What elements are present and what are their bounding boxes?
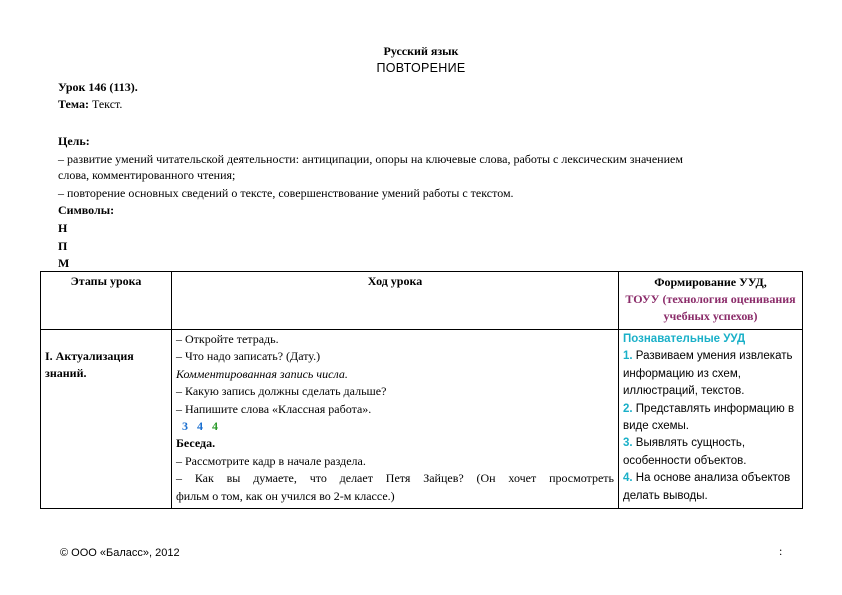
talk-label: Беседа. [176, 436, 216, 451]
table-row [41, 330, 803, 509]
uud-item: 3. Выявлять сущность, [623, 437, 746, 450]
symbol-m: М [58, 256, 70, 270]
header-uud [619, 272, 803, 330]
digit-4b: 4 [212, 419, 218, 434]
course-line: – Что надо записать? (Дату.) [176, 349, 321, 364]
goal-2: – повторение основных сведений о тексте, совершенствование умений работы с текстом. [58, 186, 514, 200]
course-line: фильм о том, как он учился во 2-м классе.) [176, 488, 395, 503]
digit-3: 3 [182, 419, 188, 434]
stage-line2: знаний. [45, 366, 87, 380]
theme-value: Текст. [88, 97, 123, 111]
header-stages: Этапы урока [41, 272, 172, 330]
lesson-table [40, 271, 803, 509]
header-uud-line2: ТОУУ (технология оценивания [625, 292, 796, 306]
table-header-row [41, 272, 803, 330]
goal-1-line1: – развитие умений читательской деятельности: антиципации, опоры на ключевые слова, работы с лексическим значением [58, 152, 683, 166]
uud-item: делать выводы. [623, 489, 708, 502]
page-mark: : [779, 544, 783, 558]
lesson-number: Урок 146 (113). [58, 80, 138, 94]
goal-1-line2: слова, комментированного чтения; [58, 168, 236, 182]
uud-item: виде схемы. [623, 420, 689, 433]
footer-copyright: © ООО «Баласс», 2012 [60, 547, 180, 559]
theme-label: Тема: [58, 97, 89, 111]
header-course: Ход урока [172, 272, 619, 330]
uud-title: Познавательные УУД [623, 333, 746, 345]
symbol-p: П [58, 239, 68, 253]
header-uud-line3: учебных успехов) [663, 309, 758, 323]
course-cell [172, 330, 619, 509]
topic-title: ПОВТОРЕНИЕ [376, 61, 466, 75]
symbol-n: Н [58, 221, 68, 235]
stage-cell [41, 330, 172, 509]
uud-item: информацию из схем, [623, 367, 741, 380]
digit-4a: 4 [197, 419, 203, 434]
uud-item: особенности объектов. [623, 454, 747, 467]
course-line: Комментированная запись числа. [176, 366, 348, 381]
course-line: – Какую запись должны сделать дальше? [176, 384, 387, 399]
lesson-theme [58, 97, 122, 112]
uud-item: 1. Развиваем умения извлекать [623, 350, 793, 363]
stage-line1: I. Актуализация [45, 349, 134, 363]
uud-item: иллюстраций, текстов. [623, 385, 745, 398]
symbols-label: Символы: [58, 203, 115, 217]
uud-item: 2. Представлять информацию в [623, 402, 795, 415]
symbol-digits [176, 418, 614, 435]
header-uud-line1: Формирование УУД, [654, 275, 767, 289]
course-line: – Напишите слова «Классная работа». [176, 401, 372, 416]
course-line: – Как вы думаете, что делает Петя Зайцев? (Он хочет просмотреть [176, 471, 614, 486]
goal-label: Цель: [58, 134, 90, 148]
subject-title: Русский язык [383, 44, 459, 58]
uud-item: 4. На основе анализа объектов [623, 472, 791, 485]
course-line: – Рассмотрите кадр в начале раздела. [176, 453, 366, 468]
uud-cell [619, 330, 803, 509]
course-line: – Откройте тетрадь. [176, 332, 279, 346]
